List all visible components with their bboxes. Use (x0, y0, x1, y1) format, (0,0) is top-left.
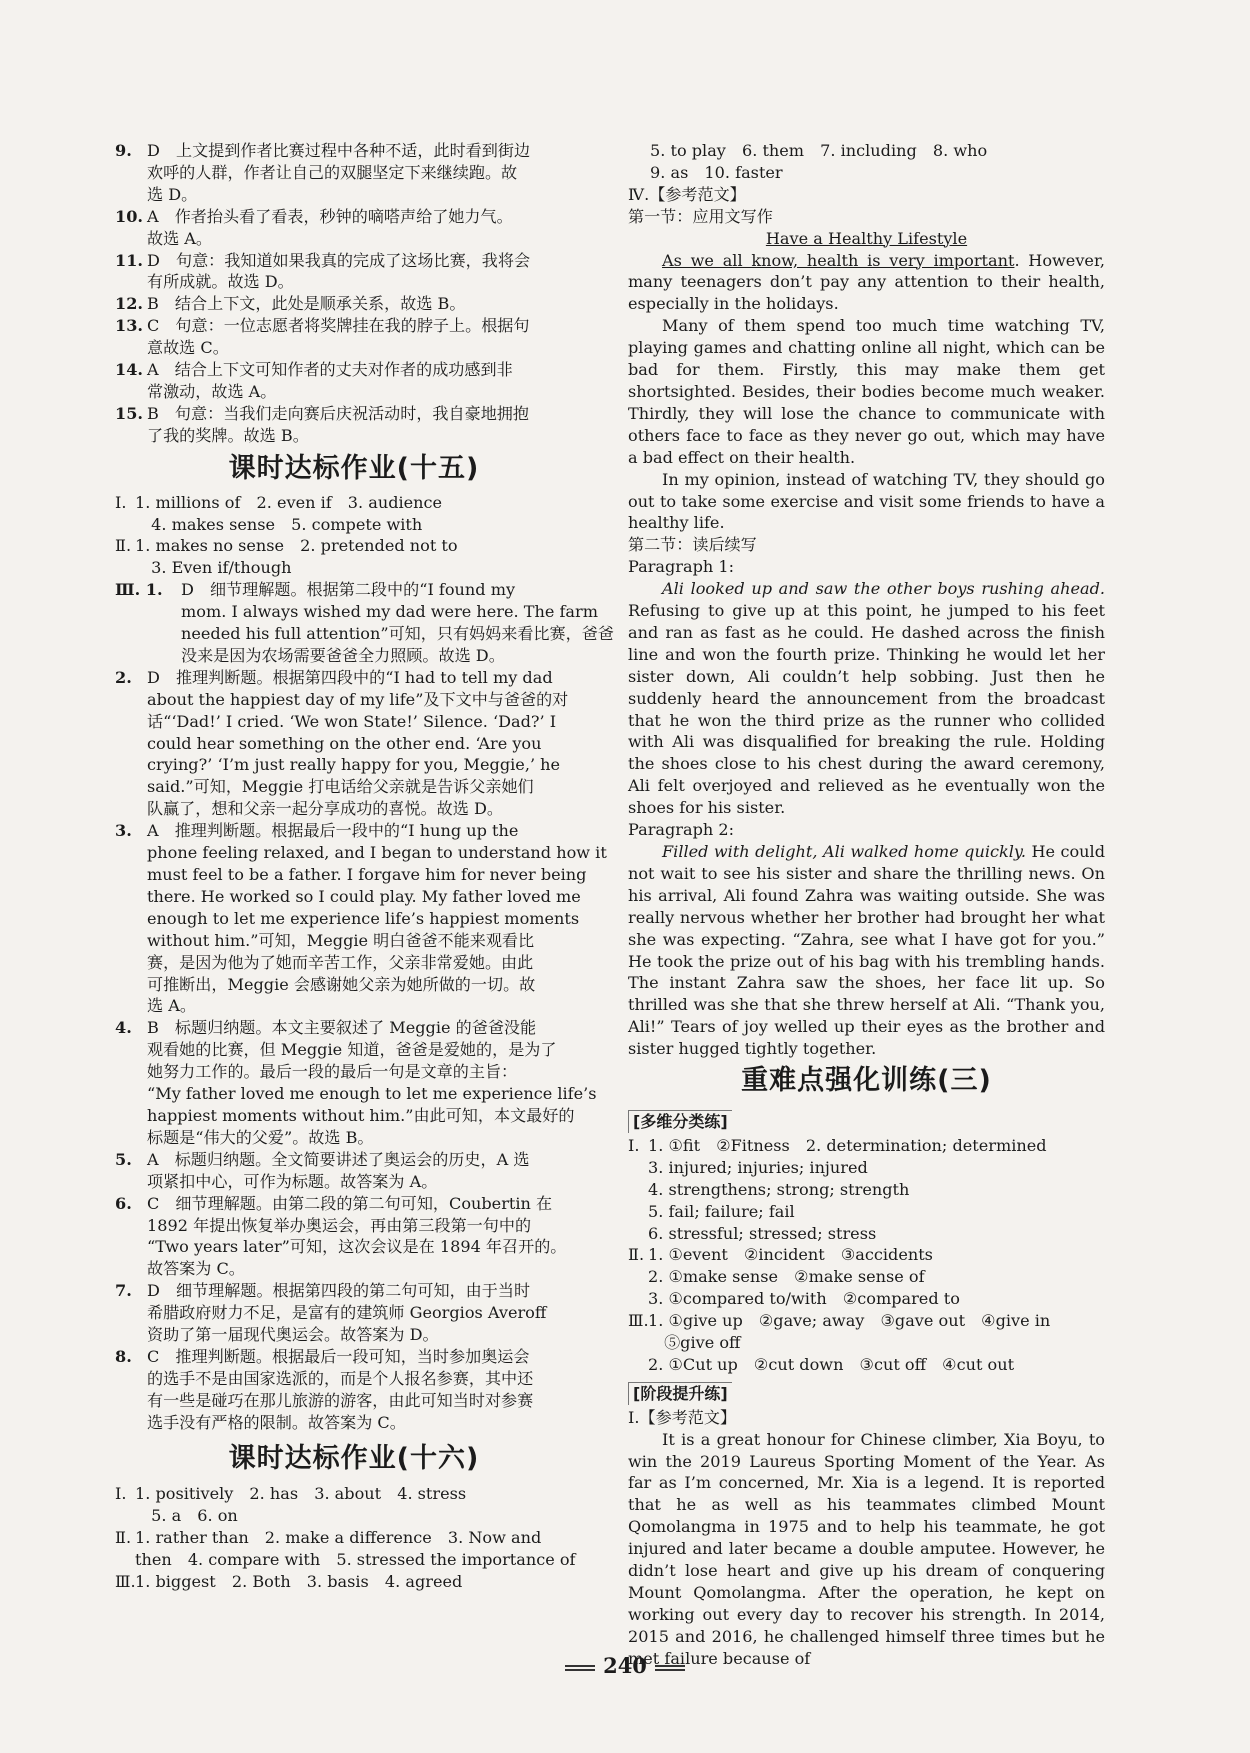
paragraph-1-opening: Ali looked up and saw the other boys rushing ahead. (662, 579, 1105, 599)
text-line: D 细节理解题。根据第四段的第二句可知，由于当时 (147, 1281, 531, 1301)
text-line: 选 A。 (147, 996, 196, 1016)
answer-item (115, 820, 607, 1017)
essay-title: Have a Healthy Lifestyle (765, 228, 968, 248)
text-line: 可推断出，Meggie 会感谢她父亲为她所做的一切。故 (147, 974, 536, 994)
text-line: 1. rather than 2. make a difference 3. Now and (135, 1528, 542, 1548)
text-line: A 结合上下文可知作者的丈夫对作者的成功感到非 (147, 360, 513, 380)
paragraph-1-label: Paragraph 1: (628, 557, 735, 577)
item-number: 7. (115, 1281, 132, 1301)
text-line: B 结合上下文，此处是顺承关系，故选 B。 (147, 294, 466, 314)
roman-number: Ⅰ. (115, 1484, 127, 1504)
section-2-label: 第二节：读后续写 (628, 535, 757, 555)
roman-number: Ⅲ. (115, 1572, 136, 1592)
roman-item (115, 492, 593, 536)
essay-paragraph-1-rest: . However, many teenagers don’t pay any attention to their health, especially in the holidays. (628, 250, 1105, 314)
roman-number: Ⅲ. (628, 1311, 649, 1331)
section-1-label: 第一节：应用文写作 (628, 206, 773, 226)
text-line: 选 D。 (147, 184, 198, 204)
text-line: 资助了第一届现代奥运会。故答案为 D。 (147, 1325, 439, 1345)
text-line: 话“‘Dad!’ I cried. ‘We won State!’ Silence. ‘Dad?’ I (147, 711, 557, 731)
item-number: 6. (115, 1193, 132, 1213)
text-line: 3. ①compared to/with ②compared to (648, 1289, 960, 1309)
text-line: mom. I always wished my dad were here. The farm (181, 602, 598, 622)
answer-item (115, 667, 593, 820)
text-line: enough to let me experience life’s happiest moments (147, 908, 580, 928)
text-line: 4. makes sense 5. compete with (135, 514, 423, 534)
essay-paragraph-3: In my opinion, instead of watching TV, they should go out to take some exercise and visit some friends to have a healthy life. (628, 469, 1105, 533)
text-line: happiest moments without him.”由此可知，本文最好的 (147, 1105, 575, 1125)
section-title-focus-3: 重难点强化训练(三) (741, 1065, 992, 1097)
answer-item (115, 250, 593, 294)
text-line: 赛，是因为他为了她而辛苦工作，父亲非常爱她。由此 (147, 952, 534, 972)
stage-essay-text: It is a great honour for Chinese climber, Xia Boyu, to win the 2019 Laureus Sporting Moment of the Year. As far as I’m concerned, Mr. Xia is a legend. It is reported that he as well as his teammates climbed Mount Qomolangma in 1975 and to help his teammate, he got injured and later became a double amputee. However, he didn’t lose heart and give up his dream of conquering Mount Qomolangma. After the operation, he kept on working out every day to recover his strength. In 2014, 2015 and 2016, he challenged himself three times but he met failure because of (628, 1429, 1105, 1668)
item-number: 15. (115, 403, 143, 423)
roman-item (115, 1571, 593, 1593)
text-line: B 标题归纳题。本文主要叙述了 Meggie 的爸爸没能 (147, 1018, 537, 1038)
text-line: ⑤give off (648, 1333, 741, 1353)
roman-item (115, 1527, 593, 1571)
text-line: phone feeling relaxed, and I began to understand how it (147, 843, 607, 863)
text-line: 了我的奖牌。故选 B。 (147, 425, 309, 445)
answer-item (115, 140, 593, 206)
answer-list-continued (628, 140, 1105, 184)
text-line: must feel to be a father. I forgave him for never being (147, 865, 587, 884)
item-number: 13. (115, 316, 143, 336)
text-line: “My father loved me enough to let me experience life’s (147, 1084, 597, 1104)
section-15-blanks (115, 492, 593, 580)
roman-number: Ⅱ. (115, 1528, 132, 1548)
item-number: 10. (115, 206, 143, 226)
text-line: 她努力工作的。最后一段的最后一句是文章的主旨： (147, 1062, 518, 1082)
item-number: 14. (115, 360, 143, 380)
item-number: 9. (115, 141, 132, 160)
text-line: 4. strengthens; strong; strength (648, 1179, 910, 1199)
text-line: 常激动，故选 A。 (147, 381, 277, 401)
roman-number: Ⅱ. (115, 536, 132, 556)
paragraph-2-opening: Filled with delight, Ali walked home quickly. (662, 842, 1026, 861)
text-line: said.”可知，Meggie 打电话给父亲就是告诉父亲她们 (147, 777, 534, 797)
multi-practice-answers (628, 1135, 1105, 1376)
text-line: 故选 A。 (147, 228, 213, 248)
page-number (0, 1653, 1250, 1678)
text-line: 5. fail; failure; fail (648, 1201, 795, 1221)
text-line: 故答案为 C。 (147, 1259, 245, 1279)
answer-item (115, 1346, 593, 1434)
text-line: D 细节理解题。根据第二段中的“I found my (181, 580, 516, 600)
essay-underlined-phrase: As we all know, health is very important (662, 250, 1015, 270)
paragraph-1-body: Refusing to give up at this point, he jumped to his feet and ran as fast as he could. He dashed across the finish line and won the fourth prize. Thinking he would let her sister down, Ali couldn’t help sobbing. Just then he suddenly heard the announcement from the broadcast that he won the third prize as the runner who collided with Ali was disqualified for breaking the rule. Holding the shoes close to his chest during the award ceremony, Ali felt overjoyed and relieved as he eventually won the shoes for his sister. (628, 601, 1105, 818)
answer-list-9-15 (115, 140, 593, 447)
item-number: 4. (115, 1018, 132, 1038)
answer-item (115, 359, 593, 403)
roman-number: Ⅱ. (628, 1245, 645, 1265)
answer-item (115, 206, 593, 250)
text-line: D 句意：我知道如果我真的完成了这场比赛，我将会 (147, 250, 531, 270)
text-line: 选手没有严格的限制。故答案为 C。 (147, 1412, 406, 1432)
answer-item (115, 1280, 593, 1346)
roman-item (115, 1483, 593, 1527)
text-line: “Two years later”可知，这次会议是在 1894 年召开的。 (147, 1237, 567, 1257)
text-line: 1892 年提出恢复举办奥运会，再由第三段第一句中的 (147, 1215, 532, 1235)
answer-item (115, 403, 593, 447)
answer-item (115, 1017, 597, 1148)
item-number: 11. (115, 250, 143, 270)
text-line: 观看她的比赛，但 Meggie 知道，爸爸是爱她的，是为了 (147, 1040, 557, 1060)
text-line: 3. Even if/though (135, 558, 292, 578)
text-line: 3. injured; injuries; injured (648, 1157, 868, 1177)
text-line: 欢呼的人群，作者让自己的双腿坚定下来继续跑。故 (147, 162, 518, 182)
text-line: needed his full attention”可知，只有妈妈来看比赛，爸爸 (181, 624, 614, 644)
text-line: 9. as 10. faster (650, 162, 783, 182)
answer-item (115, 1149, 593, 1193)
text-line: D 上文提到作者比赛过程中各种不适，此时看到街边 (147, 141, 531, 160)
essay-paragraph-2: Many of them spend too much time watching TV, playing games and chatting online all night, which can be bad for them. Firstly, this may make them get shortsighted. Besides, their bodies become much weaker. Thirdly, they will lose the chance to communicate with others face to face as they never go out, which may have a bad effect on their health. (628, 316, 1105, 467)
text-line: 5. to play 6. them 7. including 8. who (650, 141, 988, 160)
answer-item (115, 1193, 593, 1281)
text-line: there. He worked so I could play. My father loved me (147, 886, 581, 906)
answer-item (115, 293, 593, 315)
model-essay-label: Ⅳ.【参考范文】 (628, 184, 746, 204)
text-line: 有一些是碰巧在那儿旅游的游客，由此可知当时对参赛 (147, 1390, 534, 1410)
stage-essay-label: Ⅰ.【参考范文】 (628, 1407, 737, 1427)
text-line: 没来是因为农场需要爸爸全力照顾。故选 D。 (181, 645, 505, 665)
answer-item (115, 315, 593, 359)
item-number: 3. (115, 821, 132, 841)
text-line: 2. ①Cut up ②cut down ③cut off ④cut out (648, 1354, 1015, 1374)
text-line: 6. stressful; stressed; stress (648, 1223, 877, 1243)
text-line: 1. ①fit ②Fitness 2. determination; determined (648, 1135, 1047, 1155)
text-line: 队赢了，想和父亲一起分享成功的喜悦。故选 D。 (147, 799, 503, 819)
continuation-paragraph-2 (628, 841, 1105, 1060)
paragraph-2-body: He could not wait to see his sister and share the thrilling news. On his arrival, Ali found Zahra was waiting outside. She was really nervous whether her brother had brought her what she was expecting. “Zahra, see what I have got for you.” He took the prize out of his bag with his trembling hands. The instant Zahra saw the shoes, her face lit up. So thrilled was she that she threw herself at Ali. “Thank you, Ali!” Tears of joy welled up their eyes as the brother and sister hugged tightly together. (628, 842, 1105, 1059)
section-15-reading (115, 579, 614, 1433)
roman-item (115, 535, 593, 579)
multi-practice-header: [多维分类练] (628, 1110, 732, 1133)
stage-practice-header: [阶段提升练] (628, 1382, 732, 1405)
text-line: without him.”可知，Meggie 明白爸爸不能来观看比 (147, 930, 535, 950)
right-column (628, 140, 1105, 1670)
text-line: crying?’ ‘I’m just really happy for you, Meggie,’ he (147, 755, 561, 775)
paragraph-2-label: Paragraph 2: (628, 820, 735, 840)
text-line: C 细节理解题。由第二段的第二句可知，Coubertin 在 (147, 1193, 553, 1213)
text-line: 1. positively 2. has 3. about 4. stress (135, 1484, 467, 1504)
text-line: A 推理判断题。根据最后一段中的“I hung up the (147, 821, 519, 841)
text-line: 1. millions of 2. even if 3. audience (135, 492, 443, 512)
section-title-16: 课时达标作业(十六) (228, 1442, 480, 1474)
roman-number: Ⅰ. (115, 492, 127, 512)
text-line: 标题是“伟大的父爱”。故选 B。 (147, 1127, 374, 1147)
roman-item (628, 1135, 1105, 1245)
item-number: 8. (115, 1346, 132, 1366)
section-title-15: 课时达标作业(十五) (228, 452, 480, 484)
text-line: B 句意：当我们走向赛后庆祝活动时，我自豪地拥抱 (147, 403, 529, 423)
text-line: C 推理判断题。根据最后一段可知，当时参加奥运会 (147, 1346, 530, 1366)
answer-item (115, 579, 614, 667)
text-line: 希腊政府财力不足，是富有的建筑师 Georgios Averoff (147, 1303, 547, 1323)
item-number: 12. (115, 294, 143, 314)
page-number-ornament-left (565, 1665, 595, 1671)
page-number-value: 240 (603, 1653, 647, 1678)
text-line: 有所成就。故选 D。 (147, 272, 294, 292)
continuation-paragraph-1 (628, 578, 1105, 819)
text-line: A 作者抬头看了看表，秒钟的嘀嗒声给了她力气。 (147, 206, 513, 226)
text-line: 项紧扣中心，可作为标题。故答案为 A。 (147, 1171, 438, 1191)
item-number: Ⅲ. 1. (115, 580, 163, 600)
text-line: 1. ①give up ②gave; away ③gave out ④give in (648, 1311, 1051, 1331)
text-line: about the happiest day of my life”及下文中与爸爸的对 (147, 689, 569, 709)
item-number: 5. (115, 1149, 132, 1169)
item-number: 2. (115, 667, 132, 687)
text-line: 1. ①event ②incident ③accidents (648, 1245, 933, 1265)
text-line: 5. a 6. on (135, 1506, 238, 1526)
text-line: 2. ①make sense ②make sense of (648, 1267, 925, 1287)
roman-number: Ⅰ. (628, 1135, 640, 1155)
text-line: could hear something on the other end. ‘Are you (147, 733, 542, 753)
text-line: A 标题归纳题。全文简要讲述了奥运会的历史，A 选 (147, 1149, 530, 1169)
essay-paragraph-1 (628, 250, 1105, 316)
left-column (115, 140, 614, 1593)
page-number-ornament-right (655, 1665, 685, 1671)
text-line: 1. makes no sense 2. pretended not to (135, 536, 458, 556)
text-line: 的选手不是由国家选派的，而是个人报名参赛，其中还 (147, 1368, 534, 1388)
text-line: then 4. compare with 5. stressed the importance of (135, 1550, 576, 1570)
text-line: C 句意：一位志愿者将奖牌挂在我的脖子上。根据句 (147, 316, 530, 336)
section-16-blanks (115, 1483, 593, 1593)
text-line: 意故选 C。 (147, 338, 229, 358)
roman-item (628, 1244, 1105, 1310)
text-line: D 推理判断题。根据第四段中的“I had to tell my dad (147, 667, 553, 687)
roman-item (628, 1310, 1105, 1376)
text-line: 1. biggest 2. Both 3. basis 4. agreed (135, 1572, 463, 1592)
